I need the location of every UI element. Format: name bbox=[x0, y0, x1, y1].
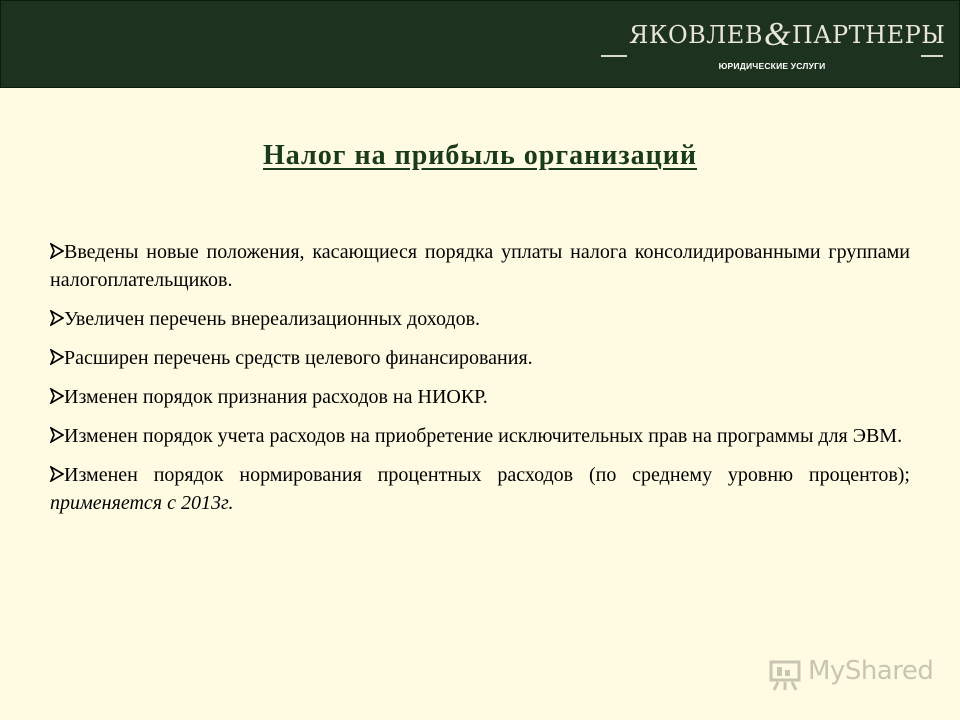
brand-name-right: ПАРТНЕРЫ bbox=[791, 21, 946, 49]
bullet-text: Введены новые положения, касающиеся порядка уплаты налога консолидированными группами налогоплательщиков. bbox=[50, 241, 910, 291]
bullet-item bbox=[50, 238, 910, 294]
bullet-item bbox=[50, 383, 910, 411]
brand-line-right bbox=[921, 55, 943, 57]
bullet-text: Расширен перечень средств целевого финансирования. bbox=[64, 347, 533, 369]
header-bar bbox=[0, 0, 960, 88]
bullet-item bbox=[50, 344, 910, 372]
brand-subtitle: ЮРИДИЧЕСКИЕ УСЛУГИ bbox=[718, 61, 826, 71]
bullet-item bbox=[50, 422, 910, 450]
bullet-emphasis: применяется с 2013г. bbox=[50, 492, 234, 514]
bullet-text: Изменен порядок признания расходов на НИОКР. bbox=[64, 386, 488, 408]
slide-title: Налог на прибыль организаций bbox=[263, 140, 697, 171]
brand-logo bbox=[601, 16, 946, 81]
watermark-text: MyShared bbox=[808, 656, 934, 686]
arrow-bullet-icon bbox=[50, 388, 64, 404]
bullet-item bbox=[50, 305, 910, 333]
brand-line-left bbox=[601, 55, 627, 57]
bullet-text: Увеличен перечень внереализационных доходов. bbox=[64, 308, 481, 330]
arrow-bullet-icon bbox=[50, 310, 64, 326]
bullet-list bbox=[50, 238, 910, 528]
watermark bbox=[768, 656, 934, 692]
arrow-bullet-icon bbox=[50, 243, 64, 259]
arrow-bullet-icon bbox=[50, 466, 64, 482]
bullet-text: Изменен порядок учета расходов на приобретение исключительных прав на программы для ЭВМ. bbox=[64, 425, 903, 447]
brand-amp: & bbox=[763, 16, 791, 53]
brand-name-left: ЯКОВЛЕВ bbox=[629, 21, 763, 49]
brand-name bbox=[629, 16, 946, 53]
presentation-board-icon bbox=[768, 658, 802, 692]
bullet-item bbox=[50, 461, 910, 517]
bullet-text: Изменен порядок нормирования процентных расходов (по среднему уровню процентов); bbox=[64, 464, 910, 486]
arrow-bullet-icon bbox=[50, 427, 64, 443]
arrow-bullet-icon bbox=[50, 349, 64, 365]
